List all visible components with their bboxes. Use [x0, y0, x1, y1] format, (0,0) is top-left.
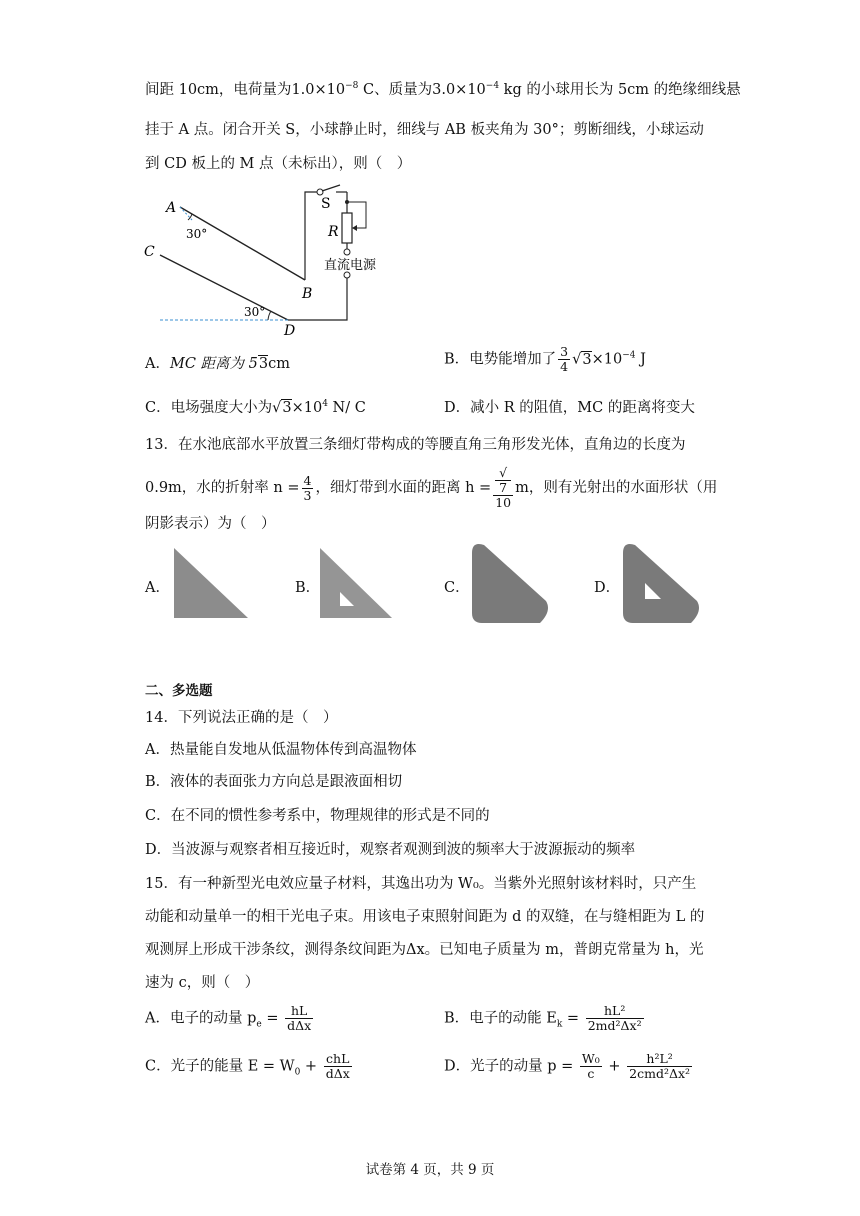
rounded-shaded-triangle-outer [623, 544, 699, 623]
q13-line-3: 阴影表示）为（ ） [145, 516, 276, 532]
option-prefix: B． [444, 1010, 470, 1027]
option-prefix: C． [145, 1058, 171, 1075]
fraction-denominator: c [587, 1066, 595, 1081]
section-heading: 二、多选题 [145, 683, 213, 699]
option-text: 电势能增加了 [469, 351, 557, 368]
sqrt-term: 7 [495, 480, 511, 495]
fraction [627, 1052, 692, 1081]
q13-line-2 [145, 466, 717, 510]
fraction-denominator: 2cmd²Δx² [629, 1066, 691, 1081]
power-terminal-top [344, 249, 350, 255]
option-prefix: D． [444, 400, 471, 416]
wire-to-d [288, 278, 347, 320]
fraction-denominator: dΔx [287, 1018, 312, 1033]
q12-option-d[interactable] [444, 396, 695, 417]
sqrt-term: 3 [582, 351, 592, 368]
option-value: ×10 [291, 400, 323, 416]
h-fraction [493, 466, 513, 510]
q12-option-c[interactable]: C．电场强度大小为$√3\times 10^4$ N/ C [145, 399, 366, 416]
subscript: 0 [294, 1067, 301, 1078]
shaded-triangle-outer [320, 548, 392, 618]
q12-text: kg 的小球用长为 5cm 的绝缘细线悬 [499, 82, 741, 98]
label-angle-d: 30° [244, 305, 266, 319]
fraction-numerator: hL [285, 1004, 313, 1019]
fraction-numerator: chL [324, 1052, 352, 1067]
angle-arc-d [268, 311, 271, 320]
fraction [558, 345, 570, 374]
fraction-denominator: 4 [560, 359, 569, 374]
q13-option-b-shape[interactable] [316, 546, 396, 622]
subscript: e [256, 1019, 262, 1030]
fraction [324, 1052, 352, 1081]
plate-cd [160, 255, 288, 320]
plate-ab [180, 207, 305, 280]
q14-option-c[interactable]: C．在不同的惯性参考系中，物理规律的形式是不同的 [145, 808, 490, 824]
charge-exponent: −8 [345, 81, 359, 92]
q13-option-b-label[interactable]: B． [295, 580, 321, 596]
option-unit: J [635, 351, 646, 368]
switch-s [322, 185, 340, 191]
q13-option-d-label[interactable]: D． [594, 580, 621, 596]
fraction-denominator: 10 [495, 495, 512, 510]
operator: = [562, 1010, 584, 1027]
q14-option-a[interactable]: A．热量能自发地从低温物体传到高温物体 [145, 742, 417, 758]
q15-option-a[interactable] [145, 1004, 315, 1033]
q12-line-1 [145, 78, 741, 99]
charge-value: 1.0×10 [291, 82, 346, 98]
q15-line-3: 观测屏上形成干涉条纹，测得条纹间距为Δx。已知电子质量为 m，普朗克常量为 h，光 [145, 942, 704, 958]
label-d: D [284, 323, 296, 339]
option-value: ×10 [591, 351, 623, 368]
label-a: A [166, 200, 177, 216]
fraction-numerator: √ 7 [493, 466, 513, 496]
fraction-numerator: 3 [560, 344, 569, 359]
fraction-numerator: 4 [303, 472, 312, 488]
q15-line-1: 15．有一种新型光电效应量子材料，其逸出功为 W₀。当紫外光照射该材料时，只产生 [145, 876, 697, 892]
option-prefix: A． [145, 1010, 170, 1027]
page-footer: 试卷第 4 页，共 9 页 [365, 1162, 495, 1178]
exponent: −4 [622, 350, 636, 361]
mass-exponent: −4 [485, 81, 500, 92]
mass-value: 3.0×10 [432, 82, 486, 98]
q12-text: 间距 10cm，电荷量为 [145, 82, 292, 98]
subscript: k [556, 1019, 563, 1030]
resistor-r [342, 213, 352, 243]
q14-option-d[interactable]: D．当波源与观察者相互接近时，观察者观测到波的频率大于波源振动的频率 [145, 842, 636, 858]
label-s: S [321, 196, 331, 212]
q15-line-2: 动能和动量单一的相干光电子束。用该电子束照射间距为 d 的双缝，在与缝相距为 L 的 [145, 909, 705, 925]
q15-line-4: 速为 c，则（ ） [145, 975, 260, 991]
shaded-triangle [174, 548, 248, 618]
q12-option-a[interactable] [145, 352, 290, 373]
option-prefix: A． [145, 356, 170, 372]
rounded-shaded-triangle [472, 544, 548, 623]
q14-option-b[interactable]: B．液体的表面张力方向总是跟液面相切 [145, 774, 403, 790]
q15-option-b[interactable] [444, 1004, 646, 1033]
fraction [586, 1004, 644, 1033]
option-text: 减小 R 的阻值，MC 的距离将变大 [470, 400, 695, 416]
sqrt-term: 3 [282, 400, 292, 416]
option-text: 电场强度大小为 [170, 400, 273, 416]
q13-text: 0.9m，水的折射率 n = [145, 480, 300, 496]
q12-option-b[interactable]: B．电势能增加了 $\frac{3}{4}$ $√3\times 10^{-4}$ J [444, 344, 646, 374]
exponent: 4 [322, 399, 328, 410]
q12-circuit-figure [140, 180, 390, 340]
q13-option-a-label[interactable]: A． [145, 580, 170, 596]
q14-stem: 14．下列说法正确的是（ ） [145, 710, 338, 726]
sqrt-term: 3 [258, 356, 269, 372]
option-prefix: B． [444, 351, 470, 368]
fraction-denominator: 2md²Δx² [587, 1018, 642, 1033]
fraction-denominator: 3 [303, 487, 312, 503]
q13-option-a-shape[interactable] [170, 546, 252, 622]
q15-option-c[interactable] [145, 1052, 354, 1081]
n-fraction [302, 474, 314, 503]
slider-arrow [352, 225, 357, 231]
fraction-numerator: h²L² [627, 1052, 692, 1067]
fraction-numerator: hL² [586, 1004, 644, 1019]
option-unit: cm [268, 356, 290, 372]
fraction-numerator: W₀ [581, 1051, 600, 1066]
q12-line-2: 挂于 A 点。闭合开关 S，小球静止时，细线与 AB 板夹角为 30°；剪断细线，小球运动 [145, 122, 704, 138]
fraction-denominator: dΔx [325, 1066, 350, 1081]
q13-text: m，则有光射出的水面形状（用 [515, 480, 718, 496]
q13-option-d-shape[interactable] [617, 539, 705, 627]
operator: = [261, 1010, 284, 1027]
option-text: 电子的动能 E [469, 1010, 557, 1027]
label-c: C [144, 244, 155, 260]
operator: + [300, 1058, 322, 1075]
label-r: R [328, 224, 339, 240]
switch-terminal-left [317, 189, 323, 195]
fraction [580, 1052, 602, 1081]
q12-text: C、质量为 [358, 82, 433, 98]
option-text: 光子的能量 E = W [170, 1058, 295, 1075]
label-angle-a: 30° [186, 227, 208, 241]
q13-line-1: 13．在水池底部水平放置三条细灯带构成的等腰直角三角形发光体，直角边的长度为 [145, 437, 686, 453]
option-prefix: C． [145, 400, 171, 416]
q13-option-c-label[interactable]: C． [444, 580, 470, 596]
q13-option-c-shape[interactable] [466, 539, 554, 627]
option-prefix: D． [444, 1058, 471, 1075]
q13-text: ，细灯带到水面的距离 h = [315, 480, 492, 496]
option-text: MC 距离为 5 [169, 356, 258, 372]
option-unit: N/ C [327, 400, 366, 416]
option-text: 电子的动量 p [169, 1010, 257, 1027]
option-text: 光子的动量 p = [470, 1058, 578, 1075]
label-power: 直流电源 [324, 258, 377, 273]
label-b: B [302, 286, 313, 302]
wire-b [305, 192, 318, 280]
q12-line-3: 到 CD 板上的 M 点（未标出），则（ ） [145, 156, 412, 172]
q15-option-d[interactable] [444, 1052, 694, 1081]
fraction [285, 1004, 313, 1033]
operator: + [603, 1058, 626, 1075]
